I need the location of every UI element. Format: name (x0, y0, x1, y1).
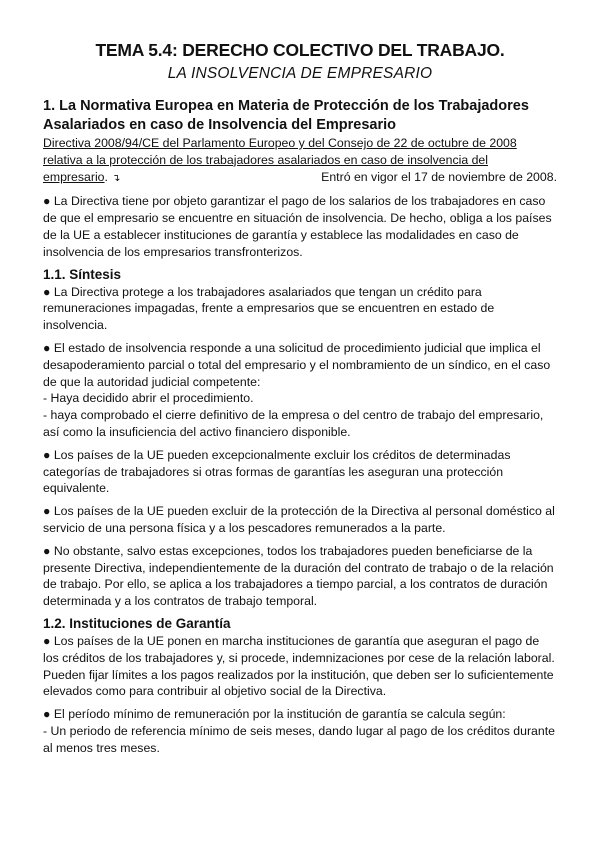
section-1-heading: 1. La Normativa Europea en Materia de Protección de los Trabajadores Asalariados en caso de Insolvencia del Empresario (43, 98, 529, 133)
directive-reference-row (43, 169, 557, 188)
document-page (43, 40, 557, 757)
line-break-arrow-icon: ↴ (111, 172, 121, 184)
section-1-2-paragraph-2-item-1: - Un periodo de referencia mínimo de seis meses, dando lugar al pago de los créditos durante al menos tres meses. (43, 723, 555, 755)
section-1-2-paragraph-2: ● El período mínimo de remuneración por la institución de garantía se calcula según: (43, 707, 506, 722)
section-1-1-paragraph-4: ● Los países de la UE pueden excluir de la protección de la Directiva al personal doméstico al servicio de una persona física y a los pescadores remunerados a la parte. (43, 504, 555, 535)
section-1-2-paragraph-1: ● Los países de la UE ponen en marcha instituciones de garantía que aseguran el pago de los créditos de los trabajadores y, si procede, indemnizaciones por cese de la relación laboral. Pueden fijar límites a los pagos realizados por la institución, que deben ser lo suficientemente elevados como para contribuir al objetivo social de la Directiva. (43, 633, 555, 699)
directive-reference-period: . (104, 169, 108, 184)
section-1-1-paragraph-5: ● No obstante, salvo estas excepciones, todos los trabajadores pueden beneficiarse de la presente Directiva, independientemente de la duración del contrato de trabajo o de la relación de trabajo. Por ello, se aplica a los trabajadores a tiempo parcial, a los contratos de duración determinada y a los contratos de trabajo temporal. (43, 543, 554, 609)
directive-reference-line1: Directiva 2008/94/CE del Parlamento Europeo y del Consejo de 22 de octubre de 2008 (43, 136, 517, 150)
section-1-1-paragraph-3: ● Los países de la UE pueden excepcionalmente excluir los créditos de determinadas categorías de trabajadores si otras formas de garantías les aseguran una protección equivalente. (43, 447, 511, 496)
section-1-1-paragraph-2-item-1: - Haya decidido abrir el procedimiento. (43, 391, 254, 406)
directive-reference (43, 135, 557, 169)
in-force-date: Entró en vigor el 17 de noviembre de 2008. (321, 169, 557, 184)
page-title: TEMA 5.4: DERECHO COLECTIVO DEL TRABAJO. (95, 40, 505, 60)
directive-reference-line3: empresario (43, 169, 105, 184)
section-1-intro: ● La Directiva tiene por objeto garantizar el pago de los salarios de los trabajadores en caso de que el empresario se encuentre en situación de insolvencia. De hecho, obliga a los países de la UE a establecer instituciones de garantía y establece las modalidades en caso de insolvencia de los empresarios transfronterizos. (43, 194, 552, 259)
section-1-1-paragraph-2: ● El estado de insolvencia responde a una solicitud de procedimiento judicial que implica el desapoderamiento parcial o total del empresario y el nombramiento de un síndico, en el caso de que la autoridad judicial competente: (43, 340, 551, 389)
section-1-2-heading: 1.2. Instituciones de Garantía (43, 615, 231, 631)
directive-reference-line3-wrap (43, 169, 120, 188)
section-1-1-paragraph-1: ● La Directiva protege a los trabajadores asalariados que tengan un crédito para remuneraciones impagadas, frente a empresarios que se encuentren en estado de insolvencia. (43, 284, 495, 333)
directive-reference-line2: relativa a la protección de los trabajadores asalariados en caso de insolvencia del (43, 152, 489, 167)
page-subtitle: LA INSOLVENCIA DE EMPRESARIO (167, 65, 433, 82)
section-1-1-heading: 1.1. Síntesis (43, 266, 122, 282)
section-1-1-paragraph-2-item-2: - haya comprobado el cierre definitivo de la empresa o del centro de trabajo del empresario, así como la insuficiencia del activo financiero disponible. (43, 408, 544, 439)
